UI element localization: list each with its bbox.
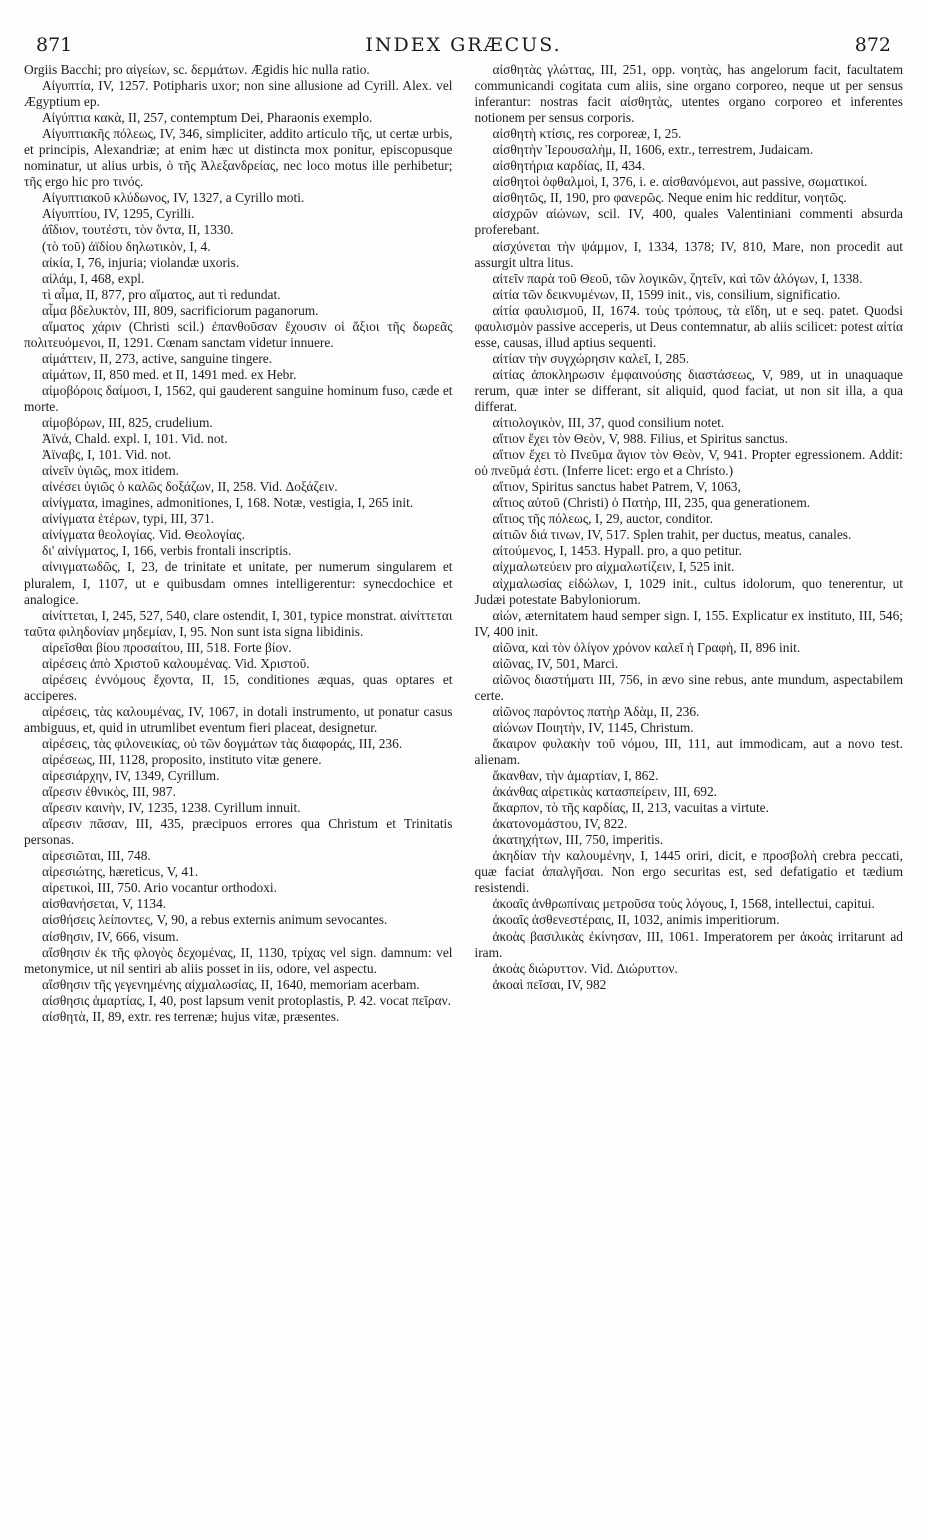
index-entry: Αἰγυπτιακοῦ κλύδωνος, IV, 1327, a Cyrillo moti.: [42, 190, 305, 206]
index-entry: ἀκηδίαν τὴν καλουμένην, I, 1445 oriri, dicit, e προσβολὴ crebra peccati, quæ faciat ἀπαλγῆσαι. Non ergo securitas est, sed defatigatio et tædium resistendi.: [474, 848, 903, 896]
index-entry: ἀκοὰς βασιλικὰς ἐκίνησαν, III, 1061. Imperatorem per ἀκοὰς irritarunt ad iram.: [474, 928, 903, 960]
index-entry: αἱρεσιώτης, hæreticus, V, 41.: [42, 864, 199, 880]
index-entry: αἰτεῖν παρὰ τοῦ Θεοῦ, τῶν λογικῶν, ζητεῖν, καὶ τῶν ἀλόγων, I, 1338.: [492, 270, 863, 286]
index-entry: αἴσθησιν τῆς γεγενημένης αἰχμαλωσίας, II, 1640, memoriam acerbam.: [42, 976, 420, 992]
index-entry: αἷμα βδελυκτὸν, III, 809, sacrificiorum paganorum.: [42, 302, 319, 318]
index-entry: αἰῶνος παρόντος πατὴρ Ἀδὰμ, II, 236.: [492, 703, 700, 719]
index-entry: (τὸ τοῦ) ἀϊδίου δηλωτικὸν, I, 4.: [42, 238, 211, 254]
index-entry: αἰτούμενος, I, 1453. Hypall. pro, a quo petitur.: [492, 543, 742, 559]
index-entry: αἰσθητὰ, II, 89, extr. res terrenæ; hujus vitæ, præsentes.: [42, 1008, 340, 1024]
index-entry: ἄκανθαν, τὴν ἁμαρτίαν, I, 862.: [492, 768, 659, 784]
index-entry: Αἰγύπτια κακὰ, II, 257, contemptum Dei, Pharaonis exemplo.: [42, 110, 373, 126]
index-entry: αἰσθανήσεται, V, 1134.: [42, 896, 167, 912]
index-entry: Ἀϊναβς, I, 101. Vid. not.: [42, 447, 172, 463]
index-entry: αἰσθητὰς γλώττας, III, 251, opp. νοητὰς, has angelorum facit, facultatem communicandi cogitata cum aliis, sine organo corporeo, neque ut per sensus inferantur: nostras facit αἰσθητὰς, utentes organo corporeo et inferentes notionem per sensus corporis.: [474, 62, 903, 126]
index-entry: αἴτιον ἔχει τὸν Θεὸν, V, 988. Filius, et Spiritus sanctus.: [492, 431, 788, 447]
index-entry: ἀΐδιον, τουτέστι, τὸν ὄντα, II, 1330.: [42, 222, 234, 238]
index-entry: αἰνίγματα θεολογίας. Vid. Θεολογίας.: [42, 527, 245, 543]
index-entry: αἱρέσεις ἐννόμους ἔχοντα, II, 15, conditiones æquas, quas optares et acciperes.: [24, 671, 453, 703]
index-entry: αἰσθησιν, IV, 666, visum.: [42, 928, 179, 944]
index-entry: αἵματος χάριν (Christi scil.) ἐπανθοῦσαν ἔχουσιν οἱ ἄξιοι τῆς δωρεᾶς πολιτευόμενοι, II, 1291. Cœnam sanctam videtur innuere.: [24, 318, 453, 350]
index-entry: αἰσχύνεται τὴν ψάμμον, I, 1334, 1378; IV, 810, Mare, non procedit aut assurgit ultra litus.: [474, 238, 903, 270]
index-entry: αἱμάττειν, II, 273, active, sanguine tingere.: [42, 350, 273, 366]
index-entry: αἰχμαλωτεύειν pro αἰχμαλωτίζειν, I, 525 init.: [492, 559, 735, 575]
index-entry: ἀκοὰς διώρυττον. Vid. Διώρυττον.: [492, 960, 678, 976]
index-entry: αἰσχρῶν αἰώνων, scil. IV, 400, quales Valentiniani commenti absurda proferebant.: [474, 206, 903, 238]
index-entry: αἰτίας ἀποκληρωσιν ἐμφαινούσης διαστάσεως, V, 989, ut in unaquaque rerum, quæ inter se differant, sit aliquid, quod faciat, ut non sit illa, a qua differat.: [474, 366, 903, 414]
index-entry: αἰών, æternitatem haud semper sign. I, 155. Explicatur ex instituto, III, 546; IV, 400 init.: [474, 607, 903, 639]
index-entry: αἰνίγματα, imagines, admonitiones, I, 168. Notæ, vestigia, I, 265 init.: [42, 495, 414, 511]
page-number-left: 871: [36, 34, 73, 56]
running-title: INDEX GRÆCUS.: [365, 34, 562, 56]
index-entry: αἱρετικοὶ, III, 750. Ario vocantur orthodoxi.: [42, 880, 277, 896]
index-entry: αἰσθητήρια καρδίας, II, 434.: [492, 158, 646, 174]
index-entry: ἀκοαῖς ἀνθρωπίναις μετροῦσα τοὺς λόγους, I, 1568, intellectui, capitui.: [492, 896, 875, 912]
index-entry: δι' αἰνίγματος, I, 166, verbis frontali inscriptis.: [42, 543, 292, 559]
index-entry: αἰσθητὴν Ἱερουσαλὴμ, II, 1606, extr., terrestrem, Judaicam.: [492, 142, 814, 158]
index-entry: αἰσθητῶς, II, 190, pro φανερῶς. Neque enim hic redditur, νοητῶς.: [492, 190, 847, 206]
index-entry: αἰτίαν τὴν συγχώρησιν καλεῖ, I, 285.: [492, 350, 690, 366]
index-entry: αἰσθήσεις λείποντες, V, 90, a rebus externis animum sevocantes.: [42, 912, 388, 928]
index-entry: αἱρέσεις ἀπὸ Χριστοῦ καλουμένας. Vid. Χριστοῦ.: [42, 655, 310, 671]
index-entry: αἰῶνας, IV, 501, Marci.: [492, 655, 619, 671]
index-entry: αἰνίγματα ἑτέρων, typi, III, 371.: [42, 511, 215, 527]
index-entry: ἄκαρπον, τὸ τῆς καρδίας, II, 213, vacuitas a virtute.: [492, 800, 769, 816]
index-entry: αἰτιολογικὸν, III, 37, quod consilium notet.: [492, 415, 725, 431]
index-entry: αἰτία φαυλισμοῦ, II, 1674. τοὺς τρόπους, τὰ εἴδη, ut e seq. patet. Quodsi φαυλισμὸν passive acceperis, ut Deus contemnatur, ab aliis scilicet: potest αἰτία esse, causas, illud aptius sequenti.: [474, 302, 903, 350]
index-entry: αἱρέσεις, τὰς καλουμένας, IV, 1067, in dotali instrumento, ut ponatur casus ambiguus, et, quid in utrumlibet eventum fieri placeat, designetur.: [24, 703, 453, 735]
index-entry: αἰῶνα, καὶ τὸν ὀλίγον χρόνον καλεῖ ἡ Γραφὴ, II, 896 init.: [492, 639, 801, 655]
left-column: [24, 62, 453, 1025]
index-entry: αἰλάμ, I, 468, expl.: [42, 270, 145, 286]
index-entry: αἵρεσιν καινὴν, IV, 1235, 1238. Cyrillum innuit.: [42, 800, 301, 816]
page-header: [24, 30, 903, 58]
index-entry: αἴτιον, Spiritus sanctus habet Patrem, V, 1063,: [492, 479, 741, 495]
index-entry: αἰσθησις ἁμαρτίας, I, 40, post lapsum venit protoplastis, P. 42. vocat πεῖραν.: [42, 992, 452, 1008]
index-entry: τὶ αἷμα, II, 877, pro αἵματος, aut τὶ redundat.: [42, 286, 281, 302]
index-entry: αἱρέσεις, τὰς φιλονεικίας, οὐ τῶν δογμάτων τὰς διαφοράς, III, 236.: [42, 735, 403, 751]
index-entry: ἄκαιρον φυλακὴν τοῦ νόμου, III, 111, aut immodicam, aut a novo test. alienam.: [474, 735, 903, 768]
index-entry: αἱμάτων, II, 850 med. et II, 1491 med. ex Hebr.: [42, 366, 297, 382]
index-entry: αἰτιῶν διά τινων, IV, 517. Splen trahit, per ductus, meatus, canales.: [492, 527, 852, 543]
right-column: [475, 62, 904, 1025]
index-entry: αἱμοβόρων, III, 825, crudelium.: [42, 415, 213, 431]
index-entry: αἰτία τῶν δεικνυμένων, II, 1599 init., vis, consilium, significatio.: [492, 286, 841, 302]
index-entry: αἰσθητοὶ ὀφθαλμοὶ, I, 376, i. e. αἰσθανόμενοι, aut passive, σωματικοί.: [492, 174, 868, 190]
index-entry: αἰνεῖν ὑγιῶς, mox itidem.: [42, 463, 179, 479]
index-entry: αἱρέσεως, III, 1128, proposito, instituto vitæ genere.: [42, 752, 322, 768]
index-entry: αἱρεσιάρχην, IV, 1349, Cyrillum.: [42, 768, 220, 784]
two-column-body: [24, 62, 903, 1025]
index-entry: Ἀϊνά, Chald. expl. I, 101. Vid. not.: [42, 431, 228, 447]
index-entry: αἰνέσει ὑγιῶς ὁ καλῶς δοξάζων, II, 258. Vid. Δοξάζειν.: [42, 479, 338, 495]
index-entry: αἰῶνος διαστήματι III, 756, in ævo sine rebus, ante mundum, aspectabilem certe.: [474, 671, 903, 703]
index-entry: αἴτιον ἔχει τὸ Πνεῦμα ἅγιον τὸν Θεὸν, V, 941. Propter egressionem. Addit: οὐ πνεῦμά ἐστι. (Inferre licet: ergo et a Christo.): [474, 447, 903, 479]
page-number-right: 872: [854, 34, 891, 56]
index-entry: ἀκάνθας αἱρετικὰς κατασπείρειν, III, 692.: [492, 784, 718, 800]
index-entry: αἵρεσιν πᾶσαν, III, 435, præcipuos errores qua Christum et Trinitatis personas.: [24, 816, 453, 848]
index-entry: αἱμοβόροις δαίμοσι, I, 1562, qui gauderent sanguine hominum fuso, cæde et morte.: [24, 382, 453, 414]
index-entry: Αἰγυπτιακῆς πόλεως, IV, 346, simpliciter, addito articulo τῆς, ut certæ urbis, et principis, Alexandriæ; at enim hæc ut distincta mox ponitur, episcopusque nominatur, ut alius urbis, ὁ τῆς Ἀλεξανδρείας, nec loco motus ille perhibetur; τῆς ergo hic pro τινός.: [24, 126, 453, 190]
index-entry: Αἰγυπτίου, IV, 1295, Cyrilli.: [42, 206, 195, 222]
index-entry: αἰσθητὴ κτίσις, res corporeæ, I, 25.: [492, 126, 682, 142]
index-entry: Orgiis Bacchi; pro αἰγείων, sc. δερμάτων. Ægidis hic nulla ratio.: [24, 62, 370, 77]
index-entry: αἴτιος αὐτοῦ (Christi) ὁ Πατὴρ, III, 235, qua generationem.: [492, 495, 811, 511]
index-entry: αἰνιγματωδῶς, I, 23, de trinitate et unitate, per numerum singularem et pluralem, I, 1107, ut e quibusdam omnes intelligerentur: synecdochice et analogice.: [24, 559, 453, 607]
index-entry: αἱρεῖσθαι βίου προσαίτου, III, 518. Forte βίον.: [42, 639, 292, 655]
index-entry: Αἰγυπτία, IV, 1257. Potipharis uxor; non sine allusione ad Cyrill. Alex. vel Ægyptium ep.: [24, 78, 453, 110]
index-entry: αἰκία, I, 76, injuria; violandæ uxoris.: [42, 254, 240, 270]
index-entry: ἀκατονομάστου, IV, 822.: [492, 816, 628, 832]
index-entry: ἀκατηχήτων, III, 750, imperitis.: [492, 832, 664, 848]
index-entry: ἀκοαῖς ἀσθενεστέραις, II, 1032, animis imperitiorum.: [492, 912, 780, 928]
index-entry: αἴσθησιν ἐκ τῆς φλογὸς δεχομένας, II, 1130, τρίχας vel sign. damnum: vel metonymice, ut nil sentiri ab aliis posset in iis, odore, vel aspectu.: [24, 944, 453, 976]
index-entry: αἱρεσιῶται, III, 748.: [42, 848, 151, 864]
index-entry: αἰνίττεται, I, 245, 527, 540, clare ostendit, I, 301, typice monstrat. αἰνίττεται ταῦτα φιληδονίαν μηδεμίαν, I, 95. Non sunt ista signa libidinis.: [24, 607, 453, 639]
index-entry: αἵρεσιν ἐθνικὸς, III, 987.: [42, 784, 176, 800]
index-entry: αἴτιος τῆς πόλεως, I, 29, auctor, conditor.: [492, 511, 713, 527]
index-entry: ἀκοαὶ πεῖσαι, IV, 982: [492, 976, 607, 992]
index-entry: αἰώνων Ποιητὴν, IV, 1145, Christum.: [492, 719, 694, 735]
index-entry: αἰχμαλωσίας εἰδώλων, I, 1029 init., cultus idolorum, quo tenerentur, ut Judæi potestate Babyloniorum.: [474, 575, 903, 607]
